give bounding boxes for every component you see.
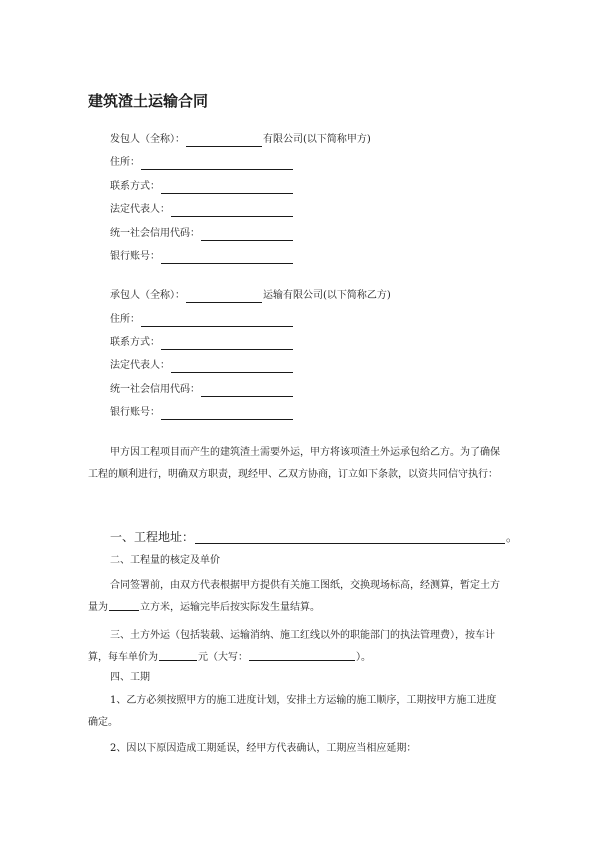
party-a-legal-rep-label: 法定代表人： <box>110 204 170 215</box>
party-b-legal-rep-label: 法定代表人： <box>110 360 170 371</box>
party-b-contact-field[interactable] <box>161 338 293 350</box>
party-b-legal-rep-line <box>110 359 294 373</box>
section2-paragraph <box>88 575 506 619</box>
party-b-bank-field[interactable] <box>161 408 293 420</box>
party-a-credit-code-line <box>110 227 294 241</box>
party-a-name-line <box>110 133 371 147</box>
party-b-credit-code-field[interactable] <box>201 385 293 397</box>
party-a-credit-code-label: 统一社会信用代码： <box>110 228 200 239</box>
section1-line <box>110 530 518 544</box>
party-a-name-field[interactable] <box>186 135 262 147</box>
earthwork-volume-field[interactable] <box>109 599 139 611</box>
party-a-address-field[interactable] <box>141 158 293 170</box>
section3-text-c: ）。 <box>356 652 371 663</box>
party-b-name-field[interactable] <box>186 291 262 303</box>
section4-item2: 2、因以下原因造成工期延误，经甲方代表确认，工期应当相应延期： <box>110 743 417 754</box>
section3-paragraph <box>88 625 506 669</box>
document-title: 建筑渣土运输合同 <box>88 92 209 110</box>
party-b-bank-line <box>110 406 294 420</box>
party-b-name-suffix: 运输有限公司(以下简称乙方) <box>263 290 391 301</box>
party-b-address-line <box>110 313 294 327</box>
unit-price-field[interactable] <box>159 649 197 661</box>
party-a-contact-line <box>110 180 294 194</box>
section3-text-a: 三、土方外运（包括装载、运输消纳、施工红线以外的职能部门的执法管理费），按车计算，每车单价为 <box>88 630 495 663</box>
party-b-name-line <box>110 289 391 303</box>
section4-heading: 四、工期 <box>110 672 150 683</box>
party-b-name-label: 承包人（全称）： <box>110 290 185 301</box>
party-a-legal-rep-line <box>110 203 294 217</box>
party-a-credit-code-field[interactable] <box>201 229 293 241</box>
section1-label: 一、工程地址： <box>110 530 195 544</box>
section3-text-b: 元（大写： <box>198 652 248 663</box>
party-a-name-suffix: 有限公司(以下简称甲方) <box>263 134 371 145</box>
section1-end: 。 <box>506 530 519 544</box>
party-a-bank-field[interactable] <box>161 252 293 264</box>
section2-text-a: 合同签署前，由双方代表根据甲方提供有关施工图纸，交换现场标高，经测算，暂定土方量为 <box>88 580 500 613</box>
party-b-contact-line <box>110 336 294 350</box>
party-b-address-label: 住所： <box>110 314 140 325</box>
party-b-address-field[interactable] <box>141 315 293 327</box>
party-a-address-line <box>110 156 294 170</box>
project-address-field[interactable] <box>195 532 505 544</box>
price-in-words-field[interactable] <box>249 649 355 661</box>
party-a-bank-line <box>110 250 294 264</box>
party-b-legal-rep-field[interactable] <box>171 361 293 373</box>
party-a-name-label: 发包人（全称）： <box>110 134 185 145</box>
party-a-bank-label: 银行账号： <box>110 251 160 262</box>
intro-paragraph: 甲方因工程项目而产生的建筑渣土需要外运，甲方将该项渣土外运承包给乙方。为了确保工程的顺利进行，明确双方职责，现经甲、乙双方协商，订立如下条款，以资共同信守执行： <box>88 447 500 480</box>
section2-text-b: 立方米，运输完毕后按实际发生量结算。 <box>140 602 320 613</box>
party-a-contact-label: 联系方式： <box>110 181 160 192</box>
party-a-address-label: 住所： <box>110 157 140 168</box>
section2-heading: 二、工程量的核定及单价 <box>110 555 220 566</box>
party-a-legal-rep-field[interactable] <box>171 205 293 217</box>
section4-item1: 1、乙方必须按照甲方的施工进度计划，安排土方运输的施工顺序，工期按甲方施工进度确定。 <box>88 695 497 728</box>
party-b-credit-code-line <box>110 383 294 397</box>
party-a-contact-field[interactable] <box>161 182 293 194</box>
party-b-bank-label: 银行账号： <box>110 407 160 418</box>
party-b-contact-label: 联系方式： <box>110 337 160 348</box>
party-b-credit-code-label: 统一社会信用代码： <box>110 384 200 395</box>
